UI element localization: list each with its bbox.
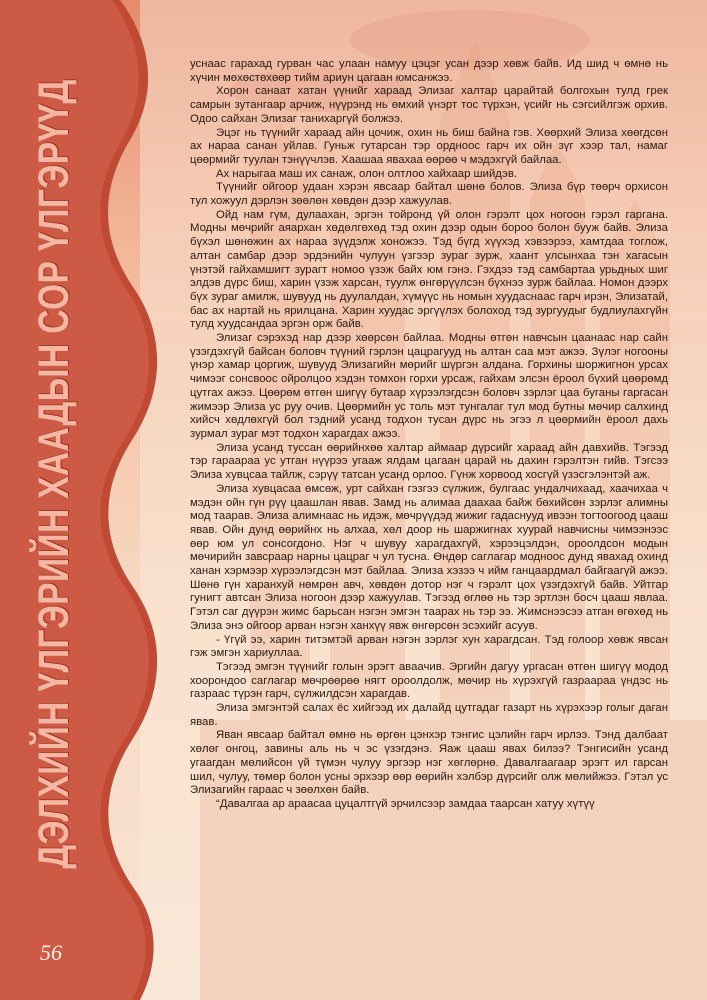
paragraph: Ойд нам гүм, дулаахан, эргэн тойронд үй олон гэрэлт цох ногоон гэрэл гаргана. Модны мөчрийг аяархан хөдөлгөхөд тэд охин дээр одын бороо болон бууж байв. Элиза бүхэл шөнөжин ах нараа зүүдэлж хоножээ. Тэд бүгд хүүхэд хэвээрээ, хамтдаа тоглож, алтан самбар дээр эрдэнийн чулуун үзгээр зураг зурж, хаант улсынхаа тэн хагасын үнэтэй гайхамшигт зурагт номоо үзэж байх юм гэнэ. Гэхдээ тэд самбартаа урьдных шиг элдэв дүрс биш, харин үзэж харсан, туулж өнгөрүүлсэн бүхнээ зурж байлаа. Номон дээрх бүх зураг амилж, шувууд нь дуулалдан, хүмүүс нь номын хуудаснаас гарч ирэн, Элизатай, бас ах нартай нь ярилцана. Харин хуудас эргүүлэх болоход тэд зургуудыг будлиулахгүйн тулд хуудсандаа эргэн орж байв. [190,208,668,331]
paragraph: Эцэг нь түүнийг хараад айн цочиж, охин нь биш байна гэв. Хөөрхий Элиза хөөгдсөн ах нараа санан уйлав. Гуньж гутарсан тэр ордноос гарч их ойн зүг хээр тал, намаг цөөрмийг туулан тэнүүчлэв. Хаашаа явахаа өөрөө ч мэдэхгүй байлаа. [190,126,668,166]
paragraph: Ах нарыгаа маш их санаж, олон олтлоо хайхаар шийдэв. [216,167,518,180]
story-text [190,58,668,812]
paragraph: - Үгүй ээ, харин титэмтэй арван нэгэн зэрлэг хун харагдсан. Тэд голоор хөвж явсан гэж эмгэн хариуллаа. [190,633,668,660]
paragraph: Хорон санаат хатан үүнийг хараад Элизаг халтар царайтай болгохын тулд грек самрын зутангаар арчиж, нүүрэнд нь өмхий үнэрт тос түрхэн, үсийг нь сэгсийлгэж орхив. Одоо сайхан Элизаг танихаргүй болжээ. [190,85,668,125]
paragraph: Элиза эмгэнтэй салах ёс хийгээд их далайд цутгадаг газарт нь хүрэхээр голыг даган явав. [190,702,668,728]
paragraph: Элиза хувцасаа өмсөж, урт сайхан гэзгээ сүлжиж, булгаас ундалчихаад, хаачихаа ч мэдэн ойн гүн рүү цаашлан явав. Замд нь алимаа даахаа байж бөхийсөн зэрлэг алимны мод таарав. Элиза алимнаас нь идэж, мөчрүүдэд жижиг гадаснууд ивээн тогтоогоод цааш явав. Ойн дунд өөрийнх нь алхаа, хөл доор нь шаржигнах хуурай навчисны чимээнээс өөр юм ул сонсогдоно. Нэг ч шувуу харагдахгүй, хэрээцэлдэн, ороолдсон модын мөчирийн завсраар нарны цацраг ч ул тусна. Өндөр саглагар модноос дунд явахад охинд ханан хэрмээр хүрээлэгдсэн мэт байлаа. Элиза хэзээ ч ийм ганцаардмал байгаагүй ажээ. Шөнө гүн харанхуй нөмрөн авч, хөвдөн дотор нэг ч гэрэлт цох үзэгдэхгүй байв. Уйтгар гунигт автсан Элиза ногоон дээр хажуулав. Тэгээд өглөө нь тэр эртлэн босч цааш явлаа. Гэтэл саг дүүрэн жимс барьсан нэгэн эмгэн таарах нь тэр ээ. Жимснээсээ атган өгөхөд нь Элиза энэ ойгоор арван нэгэн ханхүү явж өнгөрсөн эсэхийг асуув. [190,482,668,632]
side-title-text: ДЭЛХИЙН ҮЛГЭРИЙН ХААДЫН СОР ҮЛГЭРҮҮД [30,79,78,869]
page-number: 56 [40,940,62,965]
paragraph: “Давалгаа ар араасаа цуцалтгүй эрчилсээр замдаа таарсан хатуу хүтүү [216,797,595,810]
paragraph: уснаас гарахад гурван час улаан намуу цэцэг усан дээр хөвж байв. Ид шид ч өмнө нь хүчин мөхөстөхөөр тийм ариун цагаан юмсанжээ. [190,58,668,84]
side-title [30,30,79,980]
paragraph: Түүнийг ойгоор удаан хэрэн явсаар байтал шөнө болов. Элиза бүр төөрч орхисон тул хожуул дэрлэн зөөлөн хөвдөн дээр хажуулав. [190,181,668,208]
paragraph: Яван явсаар байтал өмнө нь өргөн цэнхэр тэнгис цэлийн гарч ирлээ. Тэнд далбаат хөлөг онгоц, завины аль нь ч эс үзэгдэнэ. Яаж цааш явах билээ? Тэнгисийн усанд угаагдан мөлийсон үй түмэн чулуу эргээр нэг хөглөрнө. Давалгаагаар эрэгт ил гарсан шил, чулуу, төмөр болон усны эрхээр өөр өөрийн хэлбэр дүрсийг олж мөлийжээ. Гэтэл ус Элизагийн гараас ч зөөлхөн байв. [190,729,668,797]
paragraph: Элиза усанд туссан өөрийнхөө халтар аймаар дүрсийг хараад айн давхийв. Тэгээд тэр гараараа ус утган нүүрээ угааж ялдам цагаан царай нь дахин гэрэлтэн гийв. Тэгсээ Элиза хувцсаа тайлж, сэрүү татсан усанд орлоо. Гүнж хорвоод хосгүй үзэсгэлэнтэй аж. [190,441,668,482]
paragraph: Элизаг сэрэхэд нар дээр хөөрсөн байлаа. Модны өтгөн навчсын цаанаас нар сайн үзэгдэхгүй байсан боловч түүний гэрлэн цацрагууд нь алтан саа мэт ажээ. Зүлэг ногооны үнэр хамар цоргиж, шувууд Элизагийн мөрийг шүргэн алдана. Горхины шоржигнон урсах чимээг сонсвоос ойролцоо хэдэн томхон горхи урсаж, гайхам элсэн ёроол бүхий цөөрөмд цутгах ажээ. Цөөрөм өтгөн шигүү бутаар хүрээлэгдсэн боловч зэрлэг цаа буганы гаргасан жимээр Элиза ус руу очив. Цөөрмийн ус толь мэт тунгалаг тул мод бутны мөчир салхинд хийсч хөдлөхгүй бол тэдний усанд тодхон тусан дүрс нь эгээ л цөөрмийн ёроол дахь зурмал зураг мэт тодхон харагдах ажээ. [190,332,668,440]
paragraph: Тэгээд эмгэн түүнийг голын эрэгт аваачив. Эргийн дагуу ургасан өтгөн шигүү модод хоорондоо саглагар мөчрөөрөө нягт ороолдолж, мөчир нь хүрэхгүй газраараа үндэс нь газраас түрэн гарч, сүлжилдсэн харагдав. [190,660,668,701]
